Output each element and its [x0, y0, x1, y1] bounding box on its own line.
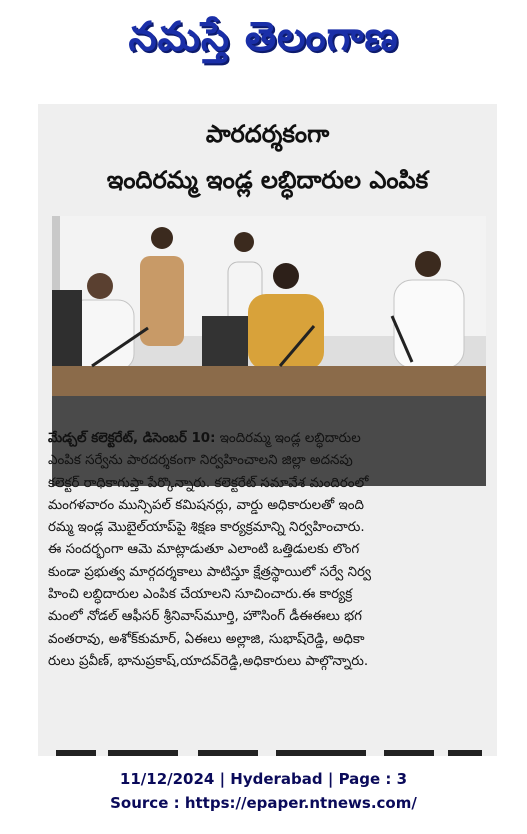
article-first-line-text: ఇందిరమ్మ ఇండ్ల లబ్ధిదారుల [215, 431, 361, 446]
headline-line-1: పారదర్శకంగా [205, 120, 330, 148]
article-line: వంతరావు, అశోక్‌కుమార్, ఏఈలు అల్లాజి, సుభాష్‌రెడ్డి, అధికా [48, 631, 365, 647]
masthead [0, 6, 527, 78]
news-clipping [38, 104, 497, 756]
newspaper-masthead-title: నమస్తే తెలంగాణ [128, 14, 399, 60]
article-line: కలెక్టర్ రాధికాగుప్తా పేర్కొన్నారు. కలెక్టరేట్ సమావేశ మందిరంలో [48, 475, 369, 491]
truncated-next-line [48, 744, 488, 756]
article-first-line [48, 428, 490, 450]
article-line: మంగళవారం మున్సిపల్ కమిషనర్లు, వార్డు అధికారులతో ఇంది [48, 497, 364, 513]
headline-line-2: ఇందిరమ్మ ఇండ్ల లబ్ధిదారుల ఎంపిక [106, 166, 429, 194]
article-dateline: మేడ్చల్ కలెక్టరేట్, డిసెంబర్ 10: [48, 431, 216, 446]
article-line: కుండా ప్రభుత్వ మార్గదర్శకాలు పాటిస్తూ క్షేత్రస్థాయిలో సర్వే నిర్వ [48, 564, 372, 580]
article-line: హించి లబ్ధిదారుల ఎంపిక చేయాలని సూచించారు.ఈ కార్యక్ర [48, 587, 353, 603]
footer-source: Source : https://epaper.ntnews.com/ [110, 794, 417, 812]
article-body [48, 428, 490, 673]
footer-date-place-page: 11/12/2024 | Hyderabad | Page : 3 [119, 770, 408, 788]
article-line: మంలో నోడల్ ఆఫీసర్ శ్రీనివాస్‌మూర్తి, హౌసింగ్ డీఈఈలు భగ [48, 609, 362, 625]
article-line: ఈ సందర్భంగా ఆమె మాట్లాడుతూ ఎలాంటి ఒత్తిడులకు లొంగ [48, 542, 360, 558]
article-line: ఎంపిక సర్వేను పారదర్శకంగా నిర్వహించాలని జిల్లా అదనపు [48, 453, 353, 469]
article-line: రమ్మ ఇండ్ల మొబైల్‌యాప్‌పై శిక్షణ కార్యక్రమాన్ని నిర్వహించారు. [48, 520, 365, 536]
article-line: రులు ప్రవీణ్, భానుప్రకాష్,యాదవ్‌రెడ్డి,అధికారులు పాల్గొన్నారు. [48, 653, 369, 669]
